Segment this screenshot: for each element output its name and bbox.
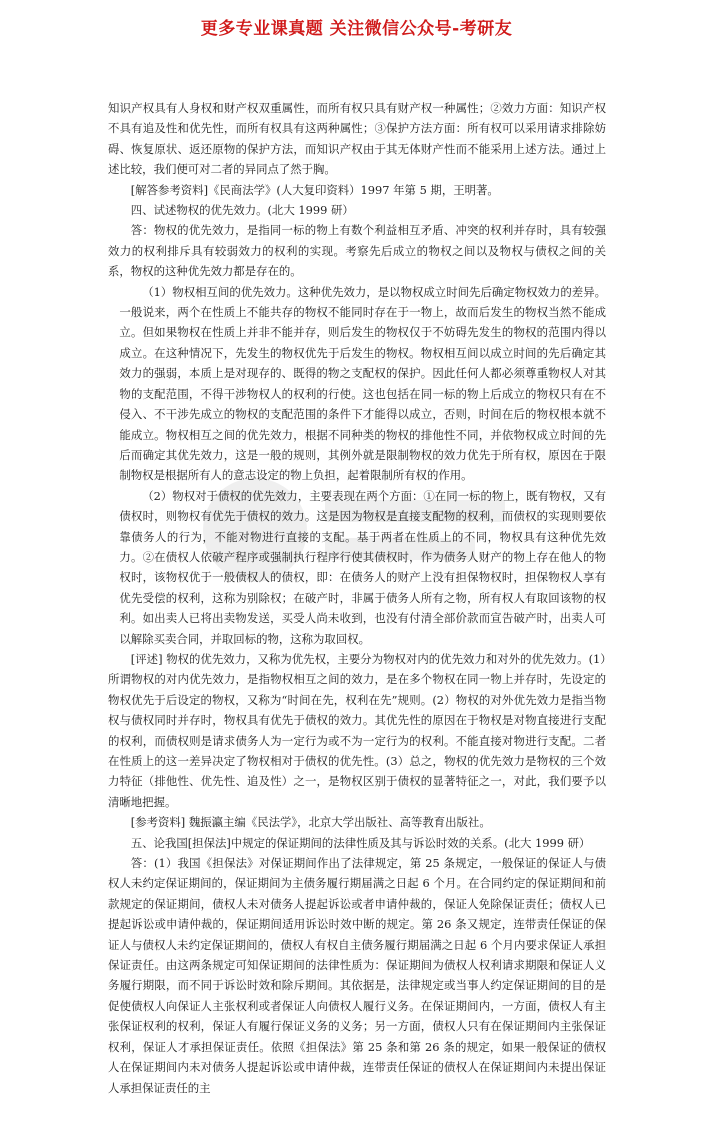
document-body xyxy=(108,98,606,1098)
question-heading-5: 五、论我国[担保法]中规定的保证期间的法律性质及其与诉讼时效的关系。(北大 1999 研） xyxy=(130,835,591,850)
point-2-paragraph: （2）物权对于债权的优先效力，主要表现在两个方面：①在同一标的物上，既有物权，又有债权时，则物权有优先于债权的效力。这是因为物权是直接支配物的权利，而债权的实现则要依靠债务人的行为，不能对物进行直接的支配。基于两者在性质上的不同，物权具有这种优先效力。②在债权人依破产程序或强制执行程序行使其债权时，作为债务人财产的物上存在他人的物权时，该物权优于一般债权人的债权，即：在债务人的财产上没有担保物权时，担保物权人享有优先受偿的权利，这称为别除权；在破产时，非属于债务人所有之物，所有权人有取回该物的权利。如出卖人已将出卖物发送，买受人尚未收到，也没有付清全部价款而宣告破产时，出卖人可以解除买卖合同，并取回标的物，这称为取回权。 xyxy=(119,488,606,646)
answer-paragraph-5: 答：(1）我国《担保法》对保证期间作出了法律规定，第 25 条规定，一般保证的保证人与债权人未约定保证期间的，保证期间为主债务履行期届满之日起 6 个月。在合同约定的保证期间和前款规定的保证期间，债权人未对债务人提起诉讼或者申请仲裁的，保证人免除保证责任；债权人已提起诉讼或申请仲裁的，保证期间适用诉讼时效中断的规定。第 26 条又规定，连带责任保证的保证人与债权人未约定保证期间的，债权人有权自主债务履行期届满之日起 6 个月内要求保证人承担保证责任。由这两条规定可知保证期间的法律性质为：保证期间为债权人权利请求期限和保证人义务履行期限，而不同于诉讼时效和除斥期间。其依据是，法律规定或当事人约定保证期间的目的是促使债权人向保证人主张权利或者保证人向债权人履行义务。在保证期间内，一方面，债权人有主张保证权利的权利，保证人有履行保证义务的义务；另一方面，债权人只有在保证期间内主张保证权利，保证人才承担保证责任。依照《担保法》第 25 条和第 26 条的规定，如果一般保证的债权人在保证期间内未对债务人提起诉讼或申请仲裁，连带责任保证的债权人在保证期间内未提出保证人承担保证责任的主 xyxy=(108,856,606,1095)
paragraph-ip-comparison: 知识产权具有人身权和财产权双重属性，而所有权只具有财产权一种属性；②效力方面：知识产权不具有追及性和优先性，而所有权具有这两种属性；③保护方法方面：所有权可以采用请求排除妨碍、恢复原状、返还原物的保护方法，而知识产权由于其无体财产性而不能采用上述方法。通过上述比较，我们便可对二者的异同点了然于胸。 xyxy=(108,101,606,177)
page-header: 更多专业课真题 关注微信公众号-考研友 xyxy=(200,19,513,39)
answer-paragraph: 答：物权的优先效力，是指同一标的物上有数个利益相互矛盾、冲突的权利并存时，具有较强效力的权利排斥具有较弱效力的权利的实现。考察先后成立的物权之间以及物权与债权之间的关系，物权的这种优先效力都是存在的。 xyxy=(108,223,606,279)
reference-note-2: [参考资料] 魏振瀛主编《民法学》，北京大学出版社、高等教育出版社。 xyxy=(130,815,491,830)
reference-note-1: [解答参考资料]《民商法学》(人大复印资料）1997 年第 5 期，王明著。 xyxy=(130,182,499,197)
question-heading-4: 四、试述物权的优先效力。(北大 1999 研） xyxy=(130,203,354,218)
point-1-paragraph: （1）物权相互间的优先效力。这种优先效力，是以物权成立时间先后确定物权效力的差异。一般说来，两个在性质上不能共存的物权不能同时存在于一物上，故而后发生的物权当然不能成立。但如果物权在性质上并非不能并存，则后发生的物权仅于不妨碍先发生的物权的范围内得以成立。在这种情况下，先发生的物权优先于后发生的物权。物权相互间以成立时间的先后确定其效力的强弱，本质上是对现存的、既得的物之支配权的保护。因此任何人都必须尊重物权人对其物的支配范围，不得干涉物权人的权利的行使。这也包括在同一标的物上后成立的物权只有在不侵入、不干涉先成立的物权的支配范围的条件下才能得以成立，否则，时间在后的物权根本就不能成立。物权相互之间的优先效力，根据不同种类的物权的排他性不同，并依物权成立时间的先后而确定其优先效力，这是一般的规则，其例外就是限制物权的效力优先于所有权，原因在于限制物权是根据所有人的意志设定的物上负担，起着限制所有权的作用。 xyxy=(119,284,606,483)
commentary-paragraph: [评述] 物权的优先效力，又称为优先权，主要分为物权对内的优先效力和对外的优先效力。(1）所谓物权的对内优先效力，是指物权相互之间的效力，是在多个物权在同一物上并存时，先设定的物权优先于后设定的物权，又称为“时间在先，权利在先”规则。(2）物权的对外优先效力是指当物权与债权同时并存时，物权具有优先于债权的效力。其优先性的原因在于物权是对物直接进行支配的权利，而债权则是请求债务人为一定行为或不为一定行为的权利。不能直接对物进行支配。二者在性质上的这一差异决定了物权相对于债权的优先性。(3）总之，物权的优先效力是物权的三个效力特征（排他性、优先性、追及性）之一，是物权区别于债权的显著特征之一，对此，我们要予以清晰地把握。 xyxy=(108,651,606,809)
